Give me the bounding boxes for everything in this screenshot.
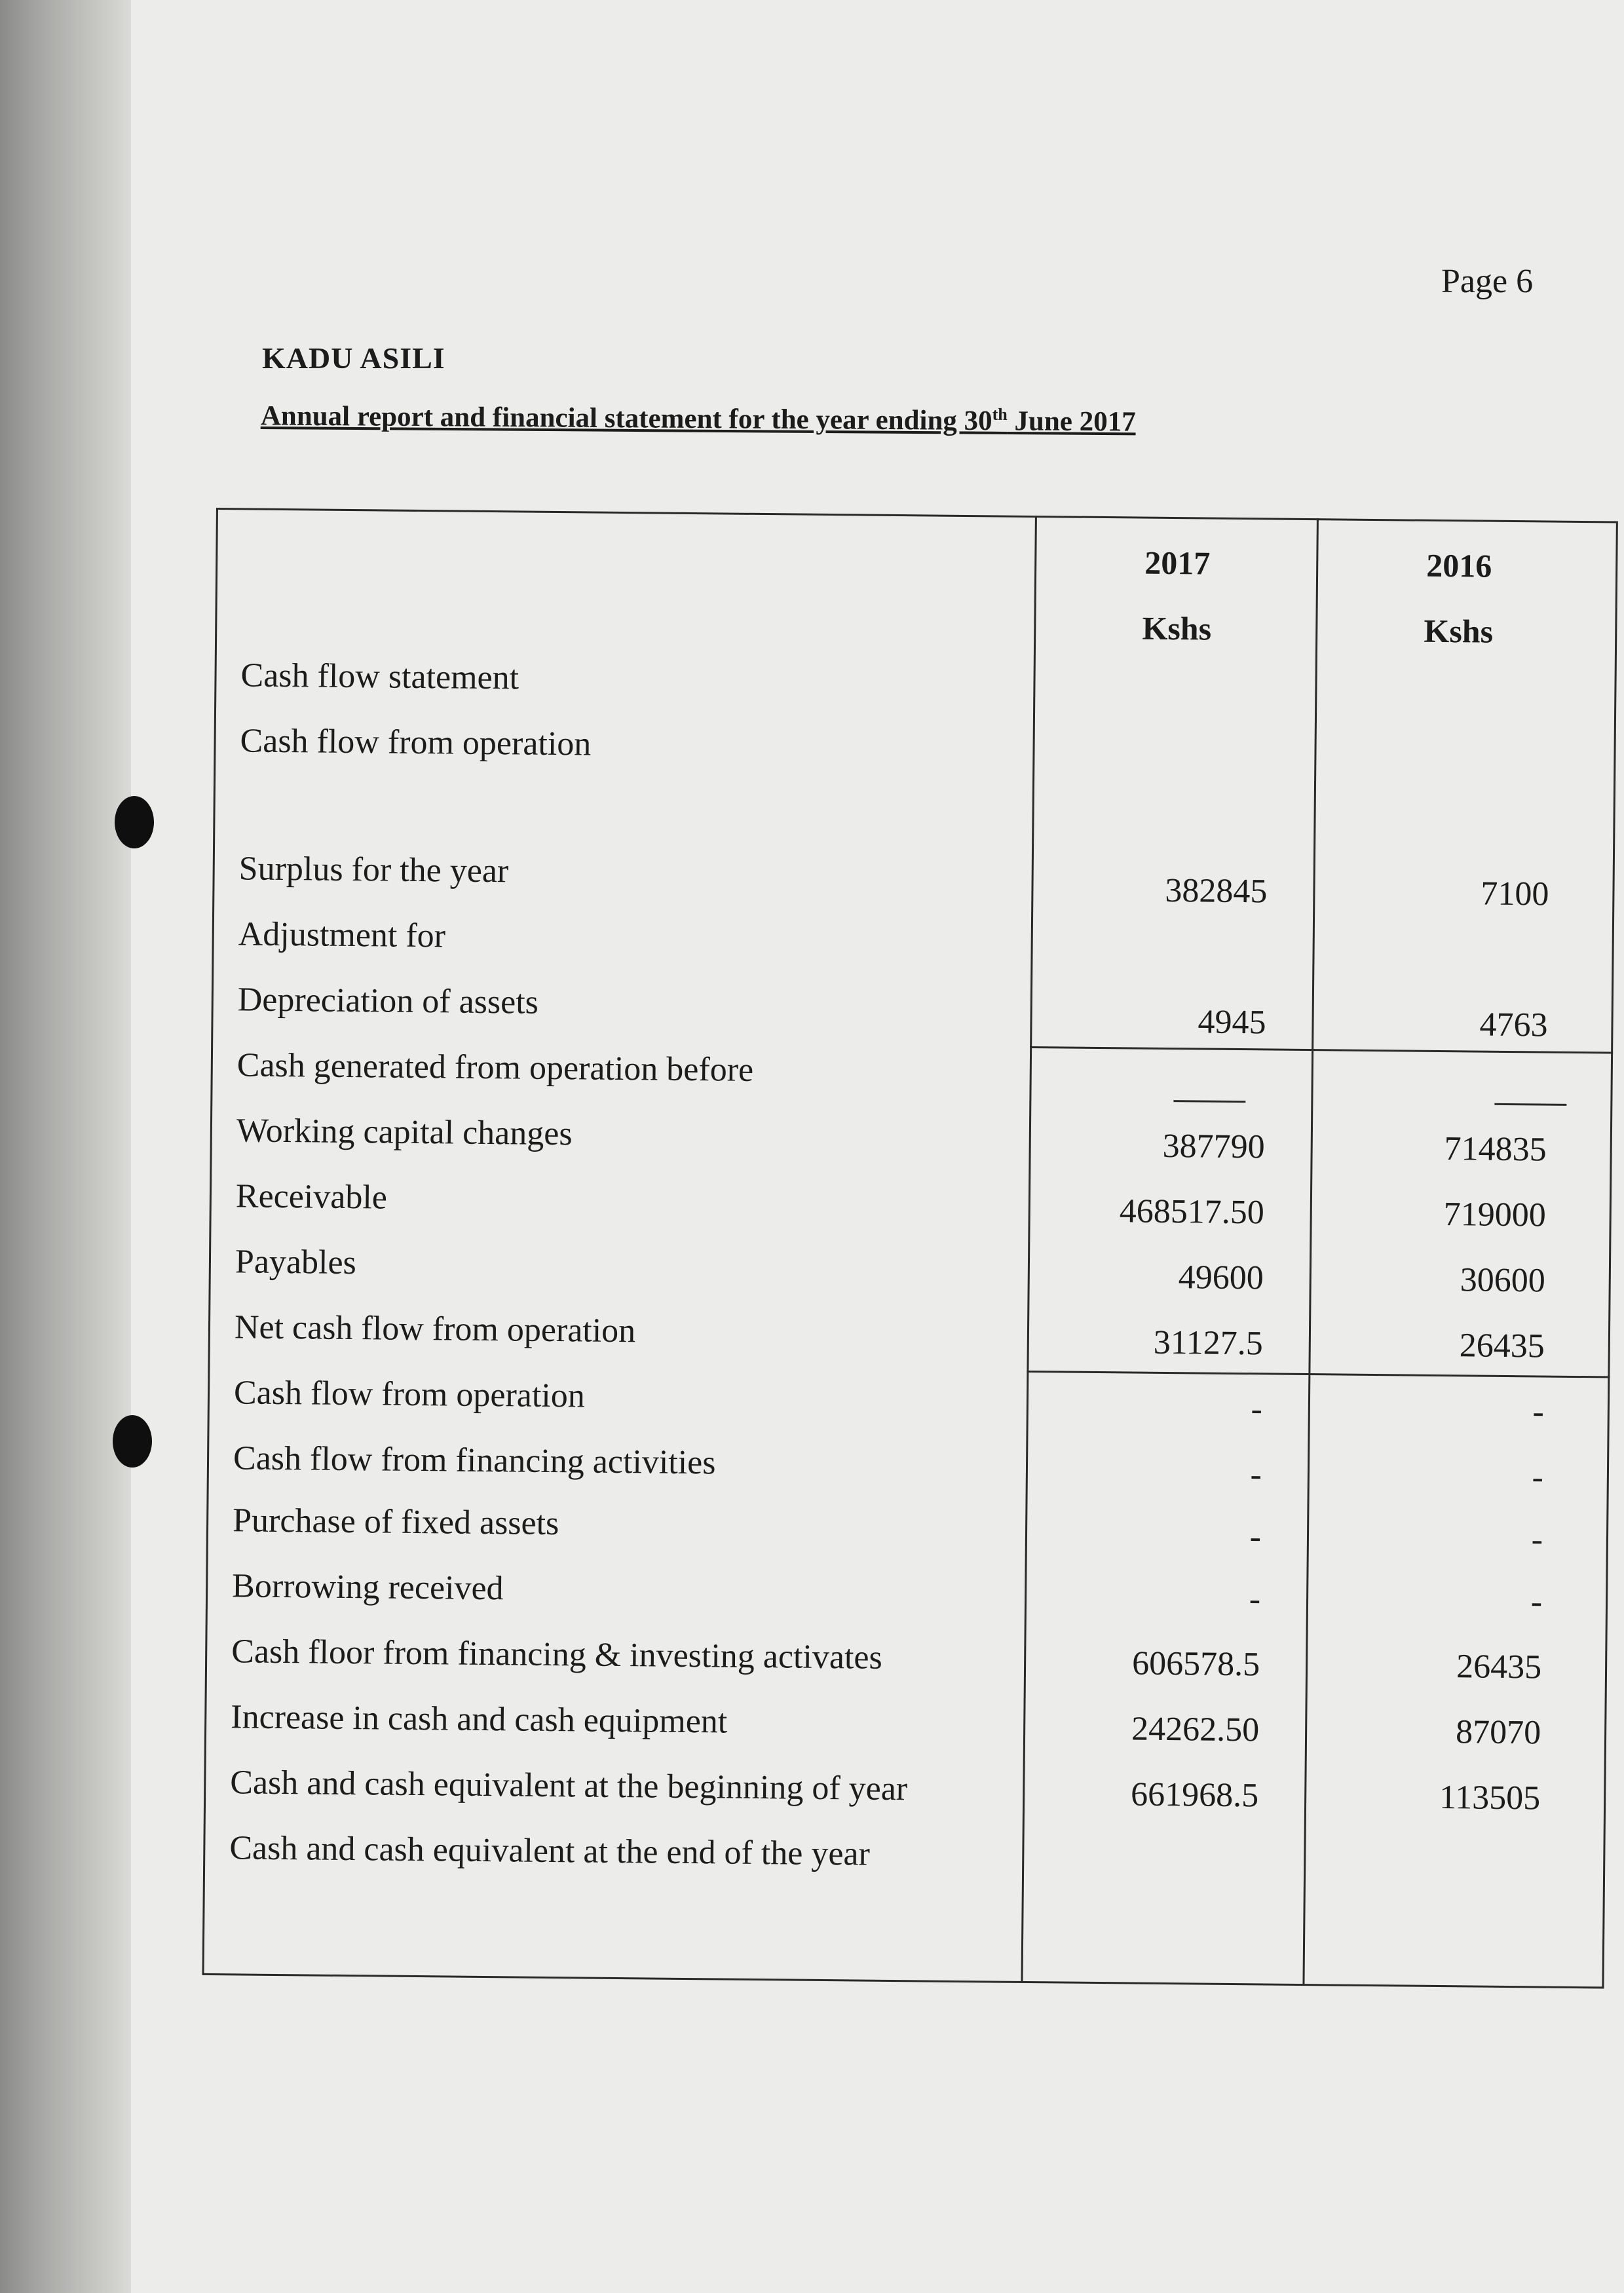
column-header-2016-year: 2016 [1426,546,1492,584]
value-2017: - [1249,1518,1262,1556]
value-2016: - [1531,1521,1543,1559]
column-header-2017-year: 2017 [1144,544,1211,582]
row-label: Cash flow from operation [240,722,592,763]
cash-flow-table [202,508,1617,1988]
value-2016: - [1532,1458,1544,1496]
value-2016: 719000 [1443,1196,1546,1234]
row-label: Cash flow from operation [233,1374,586,1415]
row-label: Cash flow from financing activities [233,1439,716,1482]
page-number: Page 6 [1441,263,1534,300]
value-2017: - [1251,1390,1263,1428]
row-label: Cash and cash equivalent at the beginning of year [230,1764,908,1808]
value-2017: 387790 [1162,1127,1265,1166]
row-label: Cash floor from financing & investing activates [231,1633,883,1677]
value-2016: - [1532,1393,1545,1431]
value-2017: 4945 [1198,1003,1266,1042]
value-2017: 31127.5 [1153,1323,1264,1363]
value-2016: 7100 [1481,875,1549,913]
row-label: Purchase of fixed assets [232,1502,559,1543]
row-label: Borrowing received [231,1567,504,1608]
row-label: Depreciation of assets [237,981,539,1021]
row-label: Cash flow statement [240,656,519,697]
value-2017: 606578.5 [1131,1644,1260,1684]
row-label: Increase in cash and cash equipment [231,1698,728,1741]
value-2016: 26435 [1456,1648,1542,1686]
row-label: Adjustment for [238,915,446,955]
column-header-2017-currency: Kshs [1142,609,1212,647]
value-2016: 714835 [1444,1130,1547,1169]
value-2017: 24262.50 [1131,1710,1260,1749]
value-2017: 382845 [1165,871,1268,911]
row-label: Cash generated from operation before [236,1046,754,1089]
value-2016: 113505 [1439,1779,1541,1817]
punch-hole [113,1415,152,1468]
row-label: Net cash flow from operation [234,1308,636,1350]
value-2016: - [1530,1583,1543,1621]
value-2016: 4763 [1479,1006,1548,1044]
row-label: Receivable [235,1177,388,1217]
value-2016: 30600 [1460,1261,1546,1300]
organization-name: KADU ASILI [262,341,445,375]
value-2017: 661968.5 [1130,1775,1259,1815]
value-2017: 468517.50 [1119,1192,1265,1232]
row-label: Payables [235,1243,357,1282]
column-header-2016-currency: Kshs [1424,612,1494,650]
row-label: Surplus for the year [238,850,509,890]
value-2017: 49600 [1178,1259,1264,1297]
binding-shadow [0,0,151,2293]
value-2017: - [1249,1580,1261,1618]
value-2016: 87070 [1455,1713,1541,1752]
row-label: Cash and cash equivalent at the end of the year [229,1829,871,1873]
row-label: Working capital changes [236,1112,573,1153]
value-2016: 26435 [1459,1327,1545,1365]
punch-hole [115,796,154,848]
value-2017: - [1250,1456,1262,1494]
report-title: Annual report and financial statement for the year ending 30th June 2017 [260,400,1136,438]
